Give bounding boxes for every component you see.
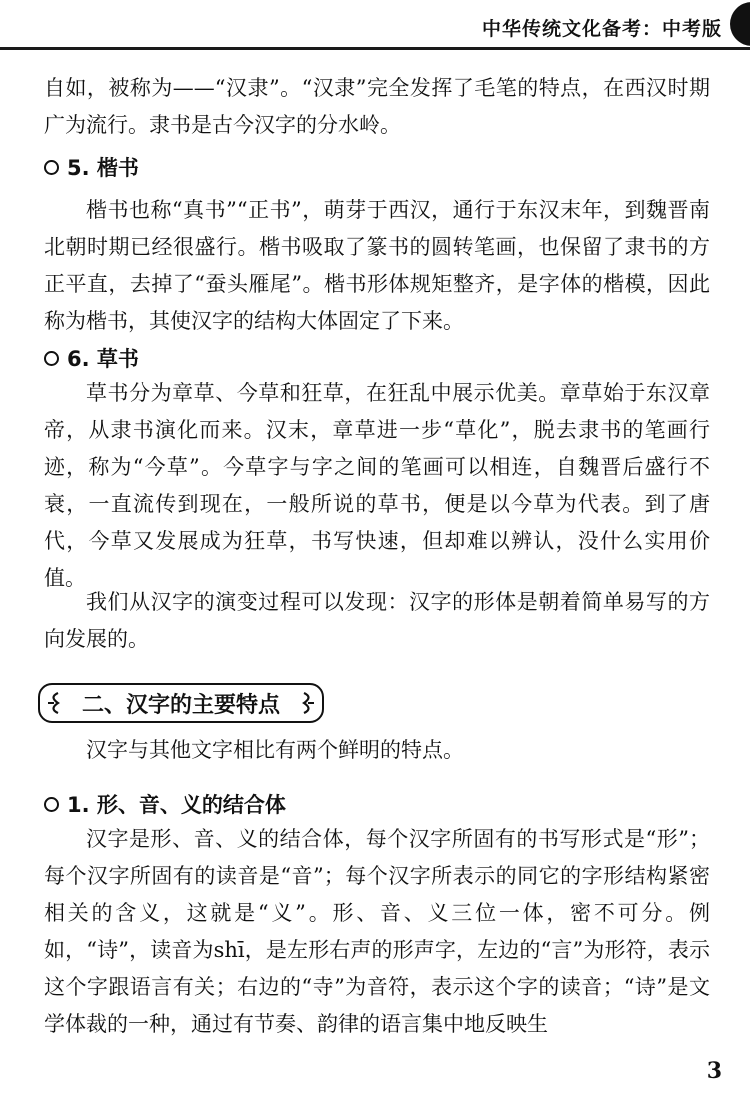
chapter-tab-marker [730,2,750,46]
section-heading-label: 5. 楷书 [67,156,139,180]
section-heading-form-sound-meaning [44,789,286,819]
section-heading-label: 6. 草书 [67,347,139,371]
paragraph-form-sound-meaning: 汉字是形、音、义的结合体，每个汉字所固有的书写形式是“形”；每个汉字所固有的读音是“音”；每个汉字所表示的同它的字形结构紧密相关的含义，这就是“义”。形、音、义三位一体，密不可分。例如，“诗”，读音为shī，是左形右声的形声字，左边的“言”为形符，表示这个字跟语言有关；右边的“寺”为音符，表示这个字的读音；“诗”是文学体裁的一种，通过有节奏、韵律的语言集中地反映生 [44,827,710,1036]
bullet-circle-icon [44,160,59,175]
section-banner [38,683,324,723]
section-heading-kaishu [44,152,139,182]
banner-left-ornament-icon [46,690,62,716]
paragraph-lishu-end: 自如，被称为——“汉隶”。“汉隶”完全发挥了毛笔的特点，在西汉时期广为流行。隶书是古今汉字的分水岭。 [44,76,710,137]
header-rule [0,47,750,50]
page-number: 3 [706,1058,722,1084]
banner-right-ornament-icon [300,690,316,716]
section-heading-label: 1. 形、音、义的结合体 [67,793,286,817]
paragraph-evolution-summary: 我们从汉字的演变过程可以发现：汉字的形体是朝着简单易写的方向发展的。 [44,590,710,651]
bullet-circle-icon [44,351,59,366]
banner-title: 二、汉字的主要特点 [81,692,280,718]
section-heading-caoshu [44,343,139,373]
paragraph-features-intro: 汉字与其他文字相比有两个鲜明的特点。 [86,738,464,762]
paragraph-caoshu: 草书分为章草、今草和狂草，在狂乱中展示优美。章草始于东汉章帝，从隶书演化而来。汉末，章草进一步“草化”，脱去隶书的笔画行迹，称为“今草”。今草字与字之间的笔画可以相连，自魏晋后盛行不衰，一直流传到现在，一般所说的草书，便是以今草为代表。到了唐代，今草又发展成为狂草，书写快速，但却难以辨认，没什么实用价值。 [44,381,710,590]
bullet-circle-icon [44,797,59,812]
paragraph-kaishu: 楷书也称“真书”“正书”，萌芽于西汉，通行于东汉末年，到魏晋南北朝时期已经很盛行。楷书吸取了篆书的圆转笔画，也保留了隶书的方正平直，去掉了“蚕头雁尾”。楷书形体规矩整齐，是字体的楷模，因此称为楷书，其使汉字的结构大体固定了下来。 [44,198,710,333]
header-title: 中华传统文化备考：中考版 [481,18,722,40]
